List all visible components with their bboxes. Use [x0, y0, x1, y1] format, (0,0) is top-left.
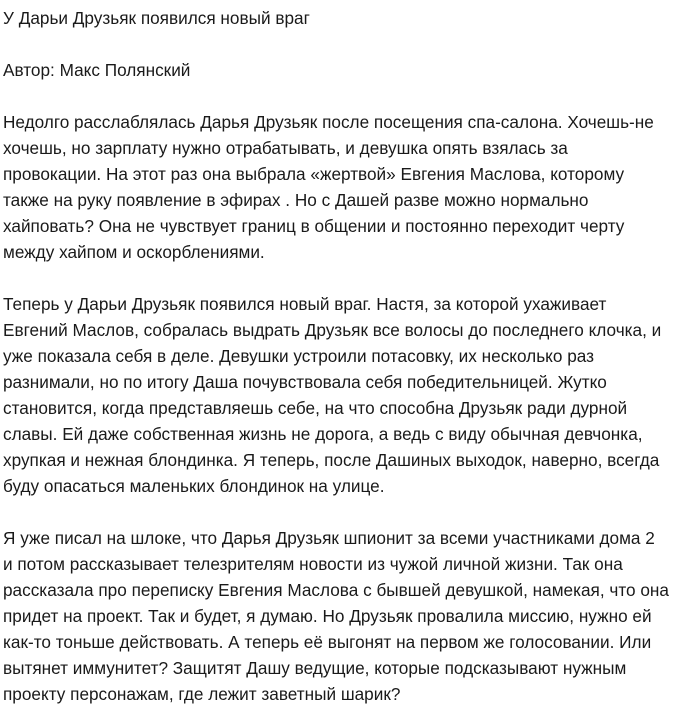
paragraph-2: [3, 291, 693, 499]
paragraph-line: придет на проект. Так и будет, я думаю. Но Друзьяк провалила миссию, нужно ей: [3, 606, 652, 626]
spacer: [3, 265, 693, 291]
paragraph-line: между хайпом и оскорблениями.: [3, 242, 265, 262]
paragraph-line: проекту персонажам, где лежит заветный шарик?: [3, 684, 401, 704]
paragraph-line: Евгений Маслов, собралась выдрать Друзьяк все волосы до последнего клочка, и: [3, 320, 662, 340]
paragraph-line: становится, когда представляешь себе, на что способна Друзьяк ради дурной: [3, 398, 628, 418]
paragraph-line: разнимали, но по итогу Даша почувствовала себя победительницей. Жутко: [3, 372, 607, 392]
spacer: [3, 499, 693, 525]
paragraph-3: [3, 525, 693, 707]
paragraph-line: провокации. На этот раз она выбрала «жертвой» Евгения Маслова, которому: [3, 164, 625, 184]
spacer: [3, 83, 693, 109]
paragraph-line: также на руку появление в эфирах . Но с Дашей разве можно нормально: [3, 190, 589, 210]
paragraph-1: [3, 109, 693, 265]
paragraph-line: хайповать? Она не чувствует границ в общении и постоянно переходит черту: [3, 216, 625, 236]
paragraph-line: буду опасаться маленьких блондинок на улице.: [3, 476, 385, 496]
paragraph-line: Теперь у Дарьи Друзьяк появился новый враг. Настя, за которой ухаживает: [3, 294, 607, 314]
paragraph-line: хочешь, но зарплату нужно отрабатывать, и девушка опять взялась за: [3, 138, 568, 158]
spacer: [3, 31, 693, 57]
article: [3, 0, 693, 707]
paragraph-line: вытянет иммунитет? Защитят Дашу ведущие, которые подсказывают нужным: [3, 658, 627, 678]
paragraph-line: Недолго расслаблялась Дарья Друзьяк после посещения спа-салона. Хочешь-не: [3, 112, 654, 132]
paragraph-line: как-то тоньше действовать. А теперь её выгонят на первом же голосовании. Или: [3, 632, 652, 652]
article-title: У Дарьи Друзьяк появился новый враг: [3, 8, 310, 28]
paragraph-line: хрупкая и нежная блондинка. Я теперь, после Дашиных выходок, наверно, всегда: [3, 450, 660, 470]
paragraph-line: славы. Ей даже собственная жизнь не дорога, а ведь с виду обычная девчонка,: [3, 424, 643, 444]
article-author: Автор: Макс Полянский: [3, 60, 191, 80]
paragraph-line: и потом рассказывает телезрителям новости из чужой личной жизни. Так она: [3, 554, 623, 574]
paragraph-line: рассказала про переписку Евгения Маслова с бывшей девушкой, намекая, что она: [3, 580, 669, 600]
paragraph-line: Я уже писал на шлоке, что Дарья Друзьяк шпионит за всеми участниками дома 2: [3, 528, 655, 548]
paragraph-line: уже показала себя в деле. Девушки устроили потасовку, их несколько раз: [3, 346, 595, 366]
